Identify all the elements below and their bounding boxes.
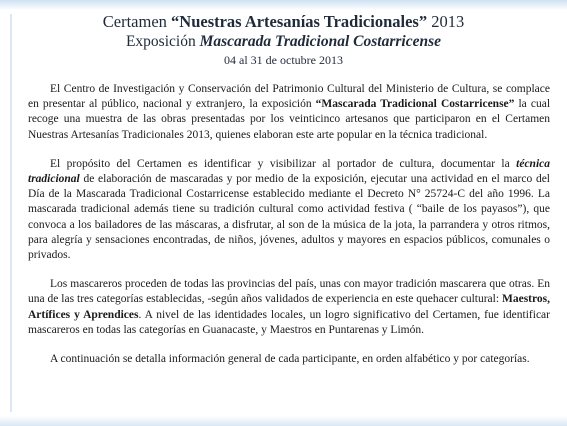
title-line-1	[0, 12, 567, 32]
body-text	[28, 82, 550, 381]
paragraph-1	[28, 82, 550, 143]
contest-name: “Nuestras Artesanías Tradicionales”	[171, 12, 428, 31]
paragraph-3-text-c: . A nivel de las identidades locales, un logro significativo del Certamen, fue identificar mascareros en todas las categorías en Guanacaste, y Maestros en Puntarenas y Limón.	[28, 308, 550, 336]
exhibition-name: Mascarada Tradicional Costarricense	[199, 33, 442, 50]
paragraph-1-text-c: la cual recoge una muestra de las obras presentadas por los veinticinco artesanos que participaron en el Certamen Nuestras Artesanías Tradicionales 2013, quienes elaboran este arte popular en la técnica tradicional.	[28, 98, 551, 141]
paragraph-2	[28, 157, 550, 263]
title-line-2	[0, 32, 567, 51]
paragraph-2-text-c: de elaboración de mascaradas y por medio de la exposición, ejecutar una actividad en el marco del Día de la Mascarada Tradicional Costarricense establecido mediante el Decreto N° 25724-C del año 1996. La mascarada tradicional además tiene su tradición cultural como actividad festiva ( “baile de los payasos”), que convoca a los bailadores de las máscaras, a disfrutar, al son de la música de la jota, la parrandera y otros ritmos, para alegría y sensaciones encontradas, de niños, jóvenes, adultos y mayores en espacios públicos, comunales o privados.	[28, 173, 550, 262]
exhibition-dates: 04 al 31 de octubre 2013	[224, 53, 343, 67]
bottom-accent-band	[0, 416, 567, 426]
title-line-1-suffix: 2013	[427, 12, 465, 31]
top-accent-band	[0, 0, 567, 10]
paragraph-1-text-a: El Centro de Investigación y Conservación del Patrimonio Cultural del Ministerio de Cultura, se complace en presentar al público, nacional y extranjero, la exposición	[28, 83, 550, 111]
slide-header	[0, 12, 567, 68]
paragraph-4	[28, 352, 550, 367]
paragraph-1-exhibition-name: “Mascarada Tradicional Costarricense”	[315, 98, 515, 111]
title-line-2-prefix: Exposición	[125, 33, 200, 50]
paragraph-3	[28, 277, 550, 338]
title-line-1-prefix: Certamen	[102, 12, 172, 31]
paragraph-2-technique: técnica tradicional	[28, 157, 550, 186]
left-accent-line	[10, 14, 12, 412]
paragraph-3-categories: Maestros, Artífices y Aprendices	[28, 293, 550, 321]
paragraph-3-text-a: Los mascareros proceden de todas las provincias del país, unas con mayor tradición mascarera que otras. En una de las tres categorías establecidas, -según años validados de experiencia en este quehacer cultural:	[28, 278, 550, 306]
paragraph-4-text: A continuación se detalla información general de cada participante, en orden alfabético y por categorías.	[50, 353, 530, 366]
paragraph-2-text-a: El propósito del Certamen es identificar y visibilizar al portador de cultura, documentar la	[50, 157, 517, 170]
